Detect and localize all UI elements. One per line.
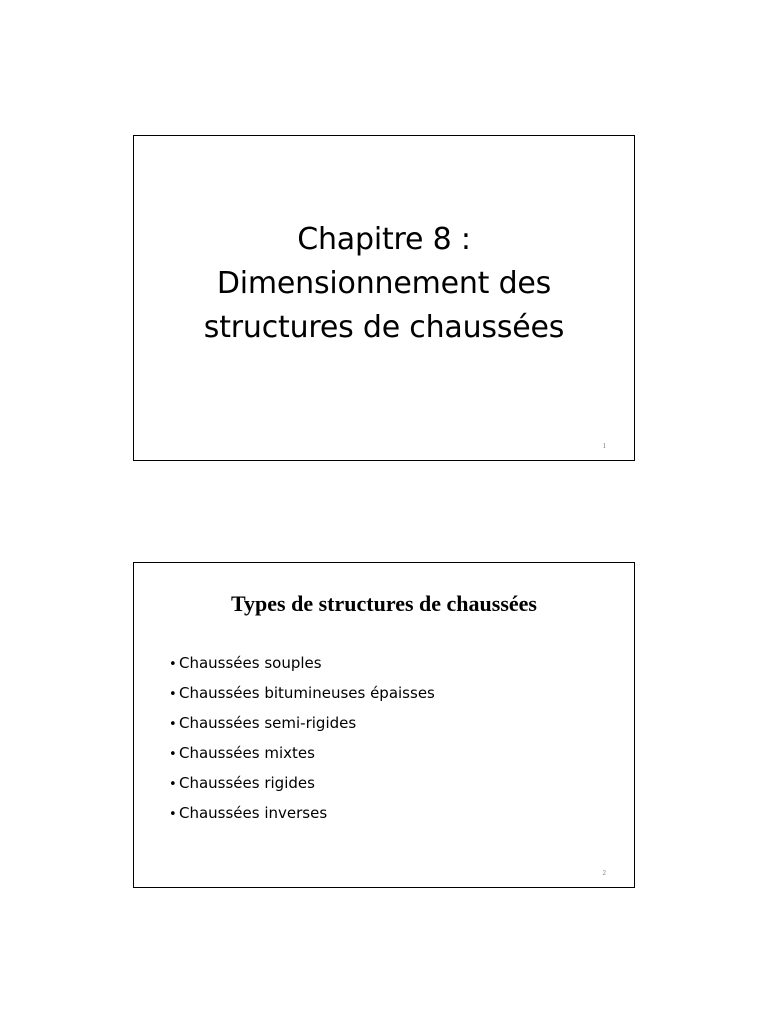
slide-1-title-line-2: Dimensionnement des <box>216 266 552 301</box>
bullet-text: Chaussées inverses <box>179 804 328 822</box>
list-item <box>169 679 435 709</box>
slide-2 <box>133 562 635 888</box>
slide-2-title: Types de structures de chaussées <box>231 591 537 616</box>
bullet-text: Chaussées mixtes <box>179 744 315 762</box>
list-item <box>169 739 435 769</box>
slide-1-title-line-1: Chapitre 8 : <box>297 222 471 257</box>
bullet-glyph: • <box>169 687 177 702</box>
slide-1-title-line-3: structures de chaussées <box>203 310 565 345</box>
list-item <box>169 799 435 829</box>
bullet-text: Chaussées bitumineuses épaisses <box>179 684 435 702</box>
slide-1 <box>133 135 635 461</box>
bullet-glyph: • <box>169 807 177 822</box>
bullet-text: Chaussées souples <box>179 654 322 672</box>
bullet-list <box>169 649 435 829</box>
slide-1-number: 1 <box>602 442 606 450</box>
list-item <box>169 769 435 799</box>
list-item <box>169 649 435 679</box>
bullet-glyph: • <box>169 657 177 672</box>
list-item <box>169 709 435 739</box>
slide-1-title <box>134 218 634 350</box>
bullet-glyph: • <box>169 777 177 792</box>
bullet-text: Chaussées rigides <box>179 774 315 792</box>
bullet-glyph: • <box>169 747 177 762</box>
bullet-text: Chaussées semi-rigides <box>179 714 357 732</box>
slide-2-number: 2 <box>602 869 606 877</box>
bullet-glyph: • <box>169 717 177 732</box>
